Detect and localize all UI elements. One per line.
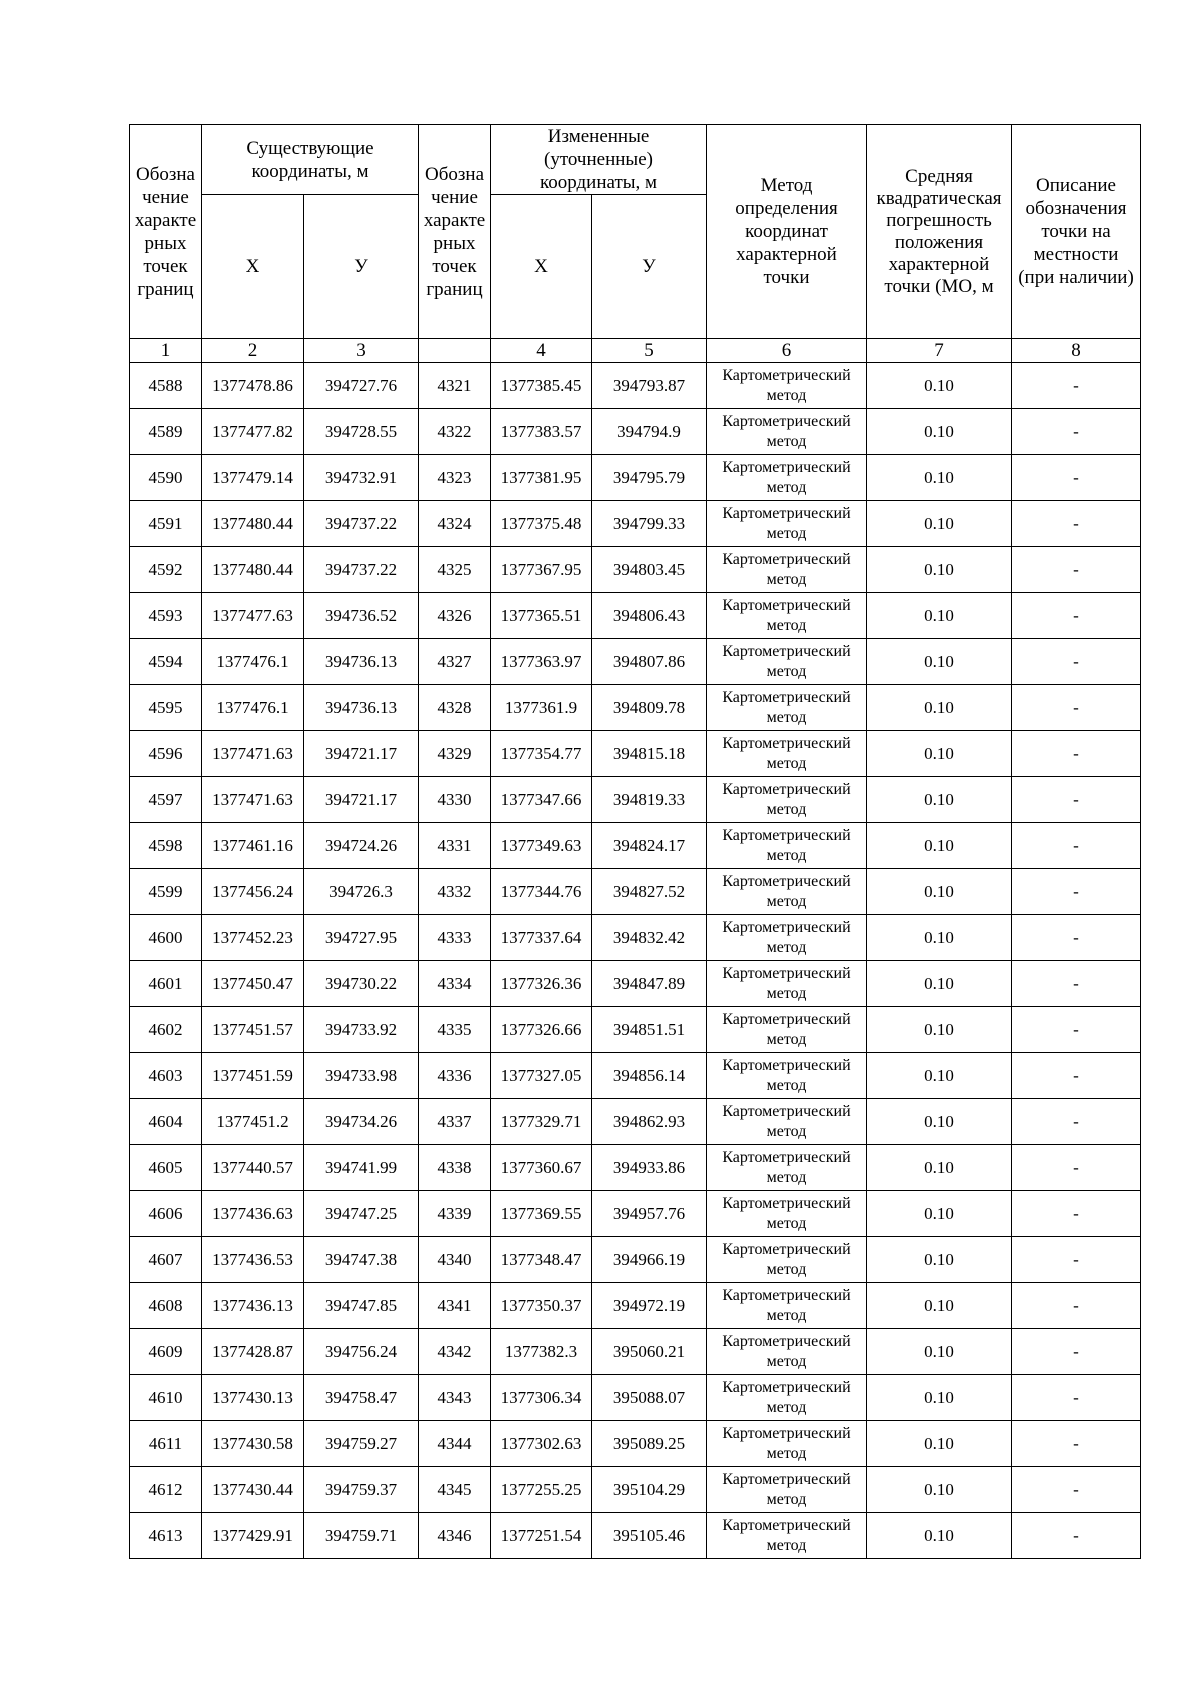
description-cell: - bbox=[1012, 777, 1141, 823]
method-cell: Картометрический метод bbox=[707, 593, 867, 639]
description-cell: - bbox=[1012, 593, 1141, 639]
x-existing-cell: 1377451.2 bbox=[202, 1099, 304, 1145]
x-changed-cell: 1377251.54 bbox=[491, 1513, 592, 1559]
column-number: 7 bbox=[867, 339, 1012, 363]
point-number-changed-cell: 4325 bbox=[419, 547, 491, 593]
point-number-changed-cell: 4342 bbox=[419, 1329, 491, 1375]
point-number-changed-cell: 4338 bbox=[419, 1145, 491, 1191]
method-cell: Картометрический метод bbox=[707, 1191, 867, 1237]
rms-error-cell: 0.10 bbox=[867, 1145, 1012, 1191]
rms-error-cell: 0.10 bbox=[867, 1283, 1012, 1329]
y-existing-cell: 394747.85 bbox=[304, 1283, 419, 1329]
table-row bbox=[130, 1099, 1141, 1145]
point-number-existing-cell: 4591 bbox=[130, 501, 202, 547]
y-changed-cell: 394933.86 bbox=[592, 1145, 707, 1191]
column-number: 1 bbox=[130, 339, 202, 363]
description-cell: - bbox=[1012, 1237, 1141, 1283]
y-changed-cell: 394795.79 bbox=[592, 455, 707, 501]
method-cell: Картометрический метод bbox=[707, 639, 867, 685]
description-cell: - bbox=[1012, 685, 1141, 731]
method-cell: Картометрический метод bbox=[707, 1375, 867, 1421]
point-number-existing-cell: 4608 bbox=[130, 1283, 202, 1329]
y-existing-cell: 394730.22 bbox=[304, 961, 419, 1007]
description-cell: - bbox=[1012, 915, 1141, 961]
point-number-changed-cell: 4339 bbox=[419, 1191, 491, 1237]
y-changed-cell: 394809.78 bbox=[592, 685, 707, 731]
point-number-changed-cell: 4333 bbox=[419, 915, 491, 961]
rms-error-cell: 0.10 bbox=[867, 409, 1012, 455]
rms-error-cell: 0.10 bbox=[867, 823, 1012, 869]
method-cell: Картометрический метод bbox=[707, 777, 867, 823]
y-changed-cell: 394793.87 bbox=[592, 363, 707, 409]
point-number-existing-cell: 4596 bbox=[130, 731, 202, 777]
method-cell: Картометрический метод bbox=[707, 547, 867, 593]
method-cell: Картометрический метод bbox=[707, 1007, 867, 1053]
point-number-existing-cell: 4599 bbox=[130, 869, 202, 915]
point-number-changed-cell: 4322 bbox=[419, 409, 491, 455]
y-existing-cell: 394747.25 bbox=[304, 1191, 419, 1237]
method-cell: Картометрический метод bbox=[707, 823, 867, 869]
x-changed-cell: 1377347.66 bbox=[491, 777, 592, 823]
y-existing-cell: 394759.37 bbox=[304, 1467, 419, 1513]
y-existing-cell: 394736.13 bbox=[304, 685, 419, 731]
x-changed-cell: 1377383.57 bbox=[491, 409, 592, 455]
x-existing-cell: 1377436.53 bbox=[202, 1237, 304, 1283]
y-existing-cell: 394758.47 bbox=[304, 1375, 419, 1421]
x-existing-cell: 1377430.13 bbox=[202, 1375, 304, 1421]
description-cell: - bbox=[1012, 1053, 1141, 1099]
y-existing-cell: 394736.13 bbox=[304, 639, 419, 685]
x-existing-cell: 1377476.1 bbox=[202, 685, 304, 731]
x-existing-cell: 1377471.63 bbox=[202, 777, 304, 823]
description-cell: - bbox=[1012, 409, 1141, 455]
y-existing-cell: 394721.17 bbox=[304, 731, 419, 777]
header-changed-coords: Измененные (уточненные) координаты, м bbox=[491, 125, 707, 195]
table-row bbox=[130, 685, 1141, 731]
x-changed-cell: 1377354.77 bbox=[491, 731, 592, 777]
y-existing-cell: 394756.24 bbox=[304, 1329, 419, 1375]
y-existing-cell: 394726.3 bbox=[304, 869, 419, 915]
header-rms-error: Средняя квадратическая погрешность положения характерной точки (МО, м bbox=[867, 125, 1012, 339]
header-designation-existing: Обозна чение характе рных точек границ bbox=[130, 125, 202, 339]
method-cell: Картометрический метод bbox=[707, 501, 867, 547]
method-cell: Картометрический метод bbox=[707, 1467, 867, 1513]
x-existing-cell: 1377429.91 bbox=[202, 1513, 304, 1559]
x-changed-cell: 1377349.63 bbox=[491, 823, 592, 869]
x-changed-cell: 1377326.36 bbox=[491, 961, 592, 1007]
rms-error-cell: 0.10 bbox=[867, 1007, 1012, 1053]
table-row bbox=[130, 1329, 1141, 1375]
rms-error-cell: 0.10 bbox=[867, 455, 1012, 501]
y-changed-cell: 394862.93 bbox=[592, 1099, 707, 1145]
rms-error-cell: 0.10 bbox=[867, 1329, 1012, 1375]
table-row bbox=[130, 777, 1141, 823]
column-number: 4 bbox=[491, 339, 592, 363]
rms-error-cell: 0.10 bbox=[867, 1191, 1012, 1237]
table-row bbox=[130, 363, 1141, 409]
point-number-changed-cell: 4329 bbox=[419, 731, 491, 777]
y-changed-cell: 395105.46 bbox=[592, 1513, 707, 1559]
description-cell: - bbox=[1012, 363, 1141, 409]
point-number-existing-cell: 4605 bbox=[130, 1145, 202, 1191]
y-existing-cell: 394759.27 bbox=[304, 1421, 419, 1467]
x-changed-cell: 1377360.67 bbox=[491, 1145, 592, 1191]
y-changed-cell: 394807.86 bbox=[592, 639, 707, 685]
rms-error-cell: 0.10 bbox=[867, 1237, 1012, 1283]
point-number-changed-cell: 4344 bbox=[419, 1421, 491, 1467]
method-cell: Картометрический метод bbox=[707, 731, 867, 777]
y-changed-cell: 394806.43 bbox=[592, 593, 707, 639]
point-number-changed-cell: 4321 bbox=[419, 363, 491, 409]
y-existing-cell: 394727.76 bbox=[304, 363, 419, 409]
point-number-changed-cell: 4330 bbox=[419, 777, 491, 823]
point-number-existing-cell: 4609 bbox=[130, 1329, 202, 1375]
description-cell: - bbox=[1012, 1421, 1141, 1467]
y-changed-cell: 395088.07 bbox=[592, 1375, 707, 1421]
table-row bbox=[130, 639, 1141, 685]
x-changed-cell: 1377255.25 bbox=[491, 1467, 592, 1513]
y-existing-cell: 394727.95 bbox=[304, 915, 419, 961]
point-number-changed-cell: 4335 bbox=[419, 1007, 491, 1053]
point-number-existing-cell: 4602 bbox=[130, 1007, 202, 1053]
point-number-existing-cell: 4611 bbox=[130, 1421, 202, 1467]
table-row bbox=[130, 455, 1141, 501]
x-changed-cell: 1377363.97 bbox=[491, 639, 592, 685]
x-existing-cell: 1377461.16 bbox=[202, 823, 304, 869]
rms-error-cell: 0.10 bbox=[867, 777, 1012, 823]
y-changed-cell: 394827.52 bbox=[592, 869, 707, 915]
method-cell: Картометрический метод bbox=[707, 1329, 867, 1375]
point-number-existing-cell: 4592 bbox=[130, 547, 202, 593]
description-cell: - bbox=[1012, 731, 1141, 777]
table-row bbox=[130, 1007, 1141, 1053]
description-cell: - bbox=[1012, 1283, 1141, 1329]
rms-error-cell: 0.10 bbox=[867, 1099, 1012, 1145]
x-changed-cell: 1377337.64 bbox=[491, 915, 592, 961]
method-cell: Картометрический метод bbox=[707, 1099, 867, 1145]
y-existing-cell: 394728.55 bbox=[304, 409, 419, 455]
method-cell: Картометрический метод bbox=[707, 1283, 867, 1329]
x-existing-cell: 1377430.44 bbox=[202, 1467, 304, 1513]
point-number-changed-cell: 4328 bbox=[419, 685, 491, 731]
table-row bbox=[130, 1375, 1141, 1421]
y-changed-cell: 394856.14 bbox=[592, 1053, 707, 1099]
x-existing-cell: 1377436.13 bbox=[202, 1283, 304, 1329]
method-cell: Картометрический метод bbox=[707, 1237, 867, 1283]
x-changed-cell: 1377350.37 bbox=[491, 1283, 592, 1329]
table-row bbox=[130, 547, 1141, 593]
header-method: Метод определения координат характерной точки bbox=[707, 125, 867, 339]
table-row bbox=[130, 915, 1141, 961]
point-number-existing-cell: 4590 bbox=[130, 455, 202, 501]
rms-error-cell: 0.10 bbox=[867, 639, 1012, 685]
column-number: 5 bbox=[592, 339, 707, 363]
y-changed-cell: 394824.17 bbox=[592, 823, 707, 869]
point-number-existing-cell: 4606 bbox=[130, 1191, 202, 1237]
rms-error-cell: 0.10 bbox=[867, 363, 1012, 409]
x-existing-cell: 1377430.58 bbox=[202, 1421, 304, 1467]
table-row bbox=[130, 593, 1141, 639]
point-number-existing-cell: 4604 bbox=[130, 1099, 202, 1145]
y-changed-cell: 394957.76 bbox=[592, 1191, 707, 1237]
description-cell: - bbox=[1012, 639, 1141, 685]
description-cell: - bbox=[1012, 1191, 1141, 1237]
x-changed-cell: 1377365.51 bbox=[491, 593, 592, 639]
point-number-changed-cell: 4327 bbox=[419, 639, 491, 685]
column-numbers-row bbox=[130, 339, 1141, 363]
y-changed-cell: 394799.33 bbox=[592, 501, 707, 547]
point-number-existing-cell: 4613 bbox=[130, 1513, 202, 1559]
y-existing-cell: 394737.22 bbox=[304, 547, 419, 593]
rms-error-cell: 0.10 bbox=[867, 593, 1012, 639]
y-changed-cell: 395060.21 bbox=[592, 1329, 707, 1375]
point-number-changed-cell: 4324 bbox=[419, 501, 491, 547]
x-existing-cell: 1377440.57 bbox=[202, 1145, 304, 1191]
y-existing-cell: 394736.52 bbox=[304, 593, 419, 639]
point-number-changed-cell: 4326 bbox=[419, 593, 491, 639]
x-existing-cell: 1377436.63 bbox=[202, 1191, 304, 1237]
point-number-existing-cell: 4598 bbox=[130, 823, 202, 869]
rms-error-cell: 0.10 bbox=[867, 1053, 1012, 1099]
point-number-existing-cell: 4593 bbox=[130, 593, 202, 639]
x-changed-cell: 1377367.95 bbox=[491, 547, 592, 593]
x-existing-cell: 1377478.86 bbox=[202, 363, 304, 409]
rms-error-cell: 0.10 bbox=[867, 1467, 1012, 1513]
description-cell: - bbox=[1012, 501, 1141, 547]
x-changed-cell: 1377327.05 bbox=[491, 1053, 592, 1099]
method-cell: Картометрический метод bbox=[707, 1421, 867, 1467]
table-row bbox=[130, 869, 1141, 915]
x-existing-cell: 1377471.63 bbox=[202, 731, 304, 777]
x-existing-cell: 1377428.87 bbox=[202, 1329, 304, 1375]
column-number: 6 bbox=[707, 339, 867, 363]
table-body bbox=[130, 363, 1141, 1559]
x-existing-cell: 1377479.14 bbox=[202, 455, 304, 501]
table-row bbox=[130, 961, 1141, 1007]
rms-error-cell: 0.10 bbox=[867, 1421, 1012, 1467]
point-number-changed-cell: 4340 bbox=[419, 1237, 491, 1283]
method-cell: Картометрический метод bbox=[707, 455, 867, 501]
header-description: Описание обозначения точки на местности (при наличии) bbox=[1012, 125, 1141, 339]
table-row bbox=[130, 1467, 1141, 1513]
x-existing-cell: 1377451.57 bbox=[202, 1007, 304, 1053]
rms-error-cell: 0.10 bbox=[867, 961, 1012, 1007]
point-number-existing-cell: 4612 bbox=[130, 1467, 202, 1513]
description-cell: - bbox=[1012, 1513, 1141, 1559]
x-changed-cell: 1377361.9 bbox=[491, 685, 592, 731]
table-row bbox=[130, 823, 1141, 869]
y-changed-cell: 394972.19 bbox=[592, 1283, 707, 1329]
description-cell: - bbox=[1012, 547, 1141, 593]
point-number-changed-cell: 4323 bbox=[419, 455, 491, 501]
point-number-changed-cell: 4331 bbox=[419, 823, 491, 869]
y-changed-cell: 395089.25 bbox=[592, 1421, 707, 1467]
point-number-existing-cell: 4600 bbox=[130, 915, 202, 961]
table-row bbox=[130, 501, 1141, 547]
y-existing-cell: 394733.98 bbox=[304, 1053, 419, 1099]
method-cell: Картометрический метод bbox=[707, 869, 867, 915]
header-x-changed: Х bbox=[491, 195, 592, 339]
point-number-changed-cell: 4334 bbox=[419, 961, 491, 1007]
description-cell: - bbox=[1012, 455, 1141, 501]
point-number-changed-cell: 4346 bbox=[419, 1513, 491, 1559]
point-number-existing-cell: 4603 bbox=[130, 1053, 202, 1099]
x-existing-cell: 1377480.44 bbox=[202, 547, 304, 593]
y-changed-cell: 394794.9 bbox=[592, 409, 707, 455]
table-row bbox=[130, 1283, 1141, 1329]
y-existing-cell: 394737.22 bbox=[304, 501, 419, 547]
x-existing-cell: 1377477.82 bbox=[202, 409, 304, 455]
method-cell: Картометрический метод bbox=[707, 363, 867, 409]
point-number-existing-cell: 4610 bbox=[130, 1375, 202, 1421]
x-changed-cell: 1377381.95 bbox=[491, 455, 592, 501]
y-changed-cell: 394815.18 bbox=[592, 731, 707, 777]
point-number-changed-cell: 4332 bbox=[419, 869, 491, 915]
point-number-changed-cell: 4345 bbox=[419, 1467, 491, 1513]
x-changed-cell: 1377348.47 bbox=[491, 1237, 592, 1283]
point-number-changed-cell: 4343 bbox=[419, 1375, 491, 1421]
y-existing-cell: 394747.38 bbox=[304, 1237, 419, 1283]
table-row bbox=[130, 1237, 1141, 1283]
y-changed-cell: 394851.51 bbox=[592, 1007, 707, 1053]
y-changed-cell: 394966.19 bbox=[592, 1237, 707, 1283]
rms-error-cell: 0.10 bbox=[867, 1513, 1012, 1559]
rms-error-cell: 0.10 bbox=[867, 685, 1012, 731]
description-cell: - bbox=[1012, 1145, 1141, 1191]
point-number-changed-cell: 4341 bbox=[419, 1283, 491, 1329]
rms-error-cell: 0.10 bbox=[867, 501, 1012, 547]
y-changed-cell: 394832.42 bbox=[592, 915, 707, 961]
y-existing-cell: 394734.26 bbox=[304, 1099, 419, 1145]
point-number-existing-cell: 4595 bbox=[130, 685, 202, 731]
point-number-existing-cell: 4588 bbox=[130, 363, 202, 409]
column-number bbox=[419, 339, 491, 363]
x-existing-cell: 1377476.1 bbox=[202, 639, 304, 685]
description-cell: - bbox=[1012, 1375, 1141, 1421]
description-cell: - bbox=[1012, 1099, 1141, 1145]
x-changed-cell: 1377382.3 bbox=[491, 1329, 592, 1375]
point-number-changed-cell: 4337 bbox=[419, 1099, 491, 1145]
header-y-existing: У bbox=[304, 195, 419, 339]
x-existing-cell: 1377451.59 bbox=[202, 1053, 304, 1099]
method-cell: Картометрический метод bbox=[707, 685, 867, 731]
table-row bbox=[130, 1053, 1141, 1099]
method-cell: Картометрический метод bbox=[707, 1513, 867, 1559]
method-cell: Картометрический метод bbox=[707, 915, 867, 961]
y-changed-cell: 394847.89 bbox=[592, 961, 707, 1007]
column-number: 3 bbox=[304, 339, 419, 363]
header-x-existing: Х bbox=[202, 195, 304, 339]
point-number-existing-cell: 4601 bbox=[130, 961, 202, 1007]
y-changed-cell: 394819.33 bbox=[592, 777, 707, 823]
method-cell: Картометрический метод bbox=[707, 409, 867, 455]
header-designation-changed: Обозна чение характе рных точек границ bbox=[419, 125, 491, 339]
y-existing-cell: 394759.71 bbox=[304, 1513, 419, 1559]
point-number-changed-cell: 4336 bbox=[419, 1053, 491, 1099]
x-existing-cell: 1377477.63 bbox=[202, 593, 304, 639]
x-existing-cell: 1377450.47 bbox=[202, 961, 304, 1007]
x-changed-cell: 1377329.71 bbox=[491, 1099, 592, 1145]
header-existing-coords: Существующие координаты, м bbox=[202, 125, 419, 195]
y-changed-cell: 395104.29 bbox=[592, 1467, 707, 1513]
description-cell: - bbox=[1012, 961, 1141, 1007]
rms-error-cell: 0.10 bbox=[867, 869, 1012, 915]
y-existing-cell: 394733.92 bbox=[304, 1007, 419, 1053]
rms-error-cell: 0.10 bbox=[867, 731, 1012, 777]
x-changed-cell: 1377302.63 bbox=[491, 1421, 592, 1467]
x-existing-cell: 1377480.44 bbox=[202, 501, 304, 547]
x-changed-cell: 1377375.48 bbox=[491, 501, 592, 547]
point-number-existing-cell: 4607 bbox=[130, 1237, 202, 1283]
column-number: 2 bbox=[202, 339, 304, 363]
table-row bbox=[130, 1191, 1141, 1237]
x-changed-cell: 1377385.45 bbox=[491, 363, 592, 409]
x-changed-cell: 1377306.34 bbox=[491, 1375, 592, 1421]
table-row bbox=[130, 731, 1141, 777]
description-cell: - bbox=[1012, 1329, 1141, 1375]
rms-error-cell: 0.10 bbox=[867, 915, 1012, 961]
method-cell: Картометрический метод bbox=[707, 1053, 867, 1099]
table-row bbox=[130, 1513, 1141, 1559]
x-existing-cell: 1377456.24 bbox=[202, 869, 304, 915]
method-cell: Картометрический метод bbox=[707, 1145, 867, 1191]
description-cell: - bbox=[1012, 1007, 1141, 1053]
description-cell: - bbox=[1012, 1467, 1141, 1513]
x-changed-cell: 1377344.76 bbox=[491, 869, 592, 915]
y-existing-cell: 394724.26 bbox=[304, 823, 419, 869]
point-number-existing-cell: 4597 bbox=[130, 777, 202, 823]
rms-error-cell: 0.10 bbox=[867, 1375, 1012, 1421]
table-row bbox=[130, 409, 1141, 455]
coordinates-table bbox=[129, 124, 1141, 1559]
point-number-existing-cell: 4589 bbox=[130, 409, 202, 455]
y-existing-cell: 394732.91 bbox=[304, 455, 419, 501]
header-y-changed: У bbox=[592, 195, 707, 339]
x-existing-cell: 1377452.23 bbox=[202, 915, 304, 961]
description-cell: - bbox=[1012, 823, 1141, 869]
x-changed-cell: 1377326.66 bbox=[491, 1007, 592, 1053]
point-number-existing-cell: 4594 bbox=[130, 639, 202, 685]
y-changed-cell: 394803.45 bbox=[592, 547, 707, 593]
y-existing-cell: 394741.99 bbox=[304, 1145, 419, 1191]
table-row bbox=[130, 1145, 1141, 1191]
table-row bbox=[130, 1421, 1141, 1467]
rms-error-cell: 0.10 bbox=[867, 547, 1012, 593]
y-existing-cell: 394721.17 bbox=[304, 777, 419, 823]
method-cell: Картометрический метод bbox=[707, 961, 867, 1007]
x-changed-cell: 1377369.55 bbox=[491, 1191, 592, 1237]
column-number: 8 bbox=[1012, 339, 1141, 363]
description-cell: - bbox=[1012, 869, 1141, 915]
